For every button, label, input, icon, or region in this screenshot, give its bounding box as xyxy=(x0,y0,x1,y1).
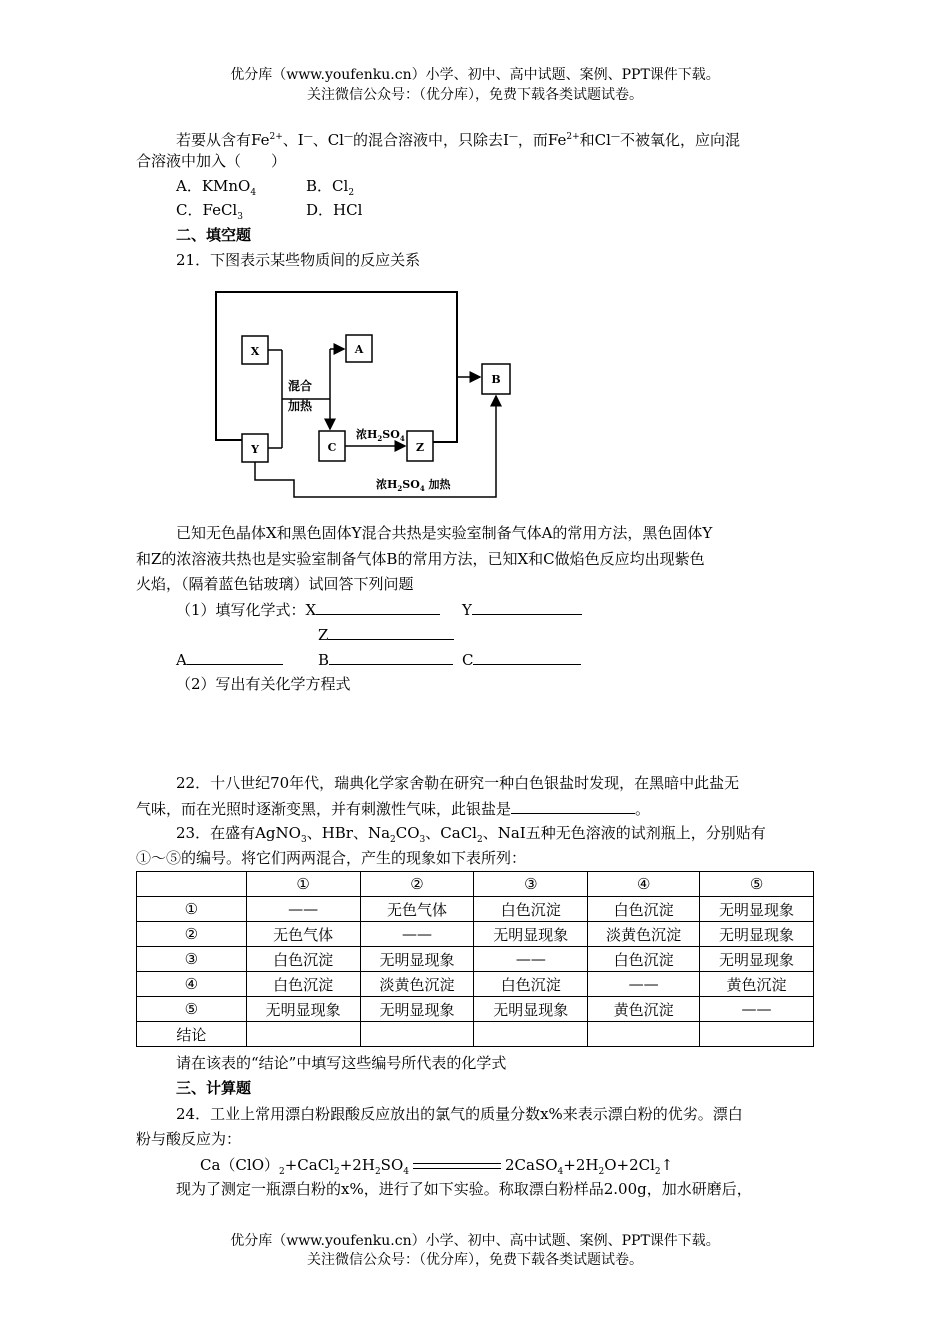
q20-option-d: D．HCl xyxy=(306,201,363,219)
table-cell: 黄色沉淀 xyxy=(588,997,700,1022)
table-cell: —— xyxy=(474,947,588,972)
table-cell: 白色沉淀 xyxy=(246,972,360,997)
header-line-2: 关注微信公众号：（优分库），免费下载各类试题试卷。 xyxy=(307,87,643,103)
q20-stem-line1: 若要从含有$Fe^{2+}$、I—、Cl—的混合溶液中，只除去I—，而$Fe^{2+}$和Cl—不被氧化，应向混 xyxy=(176,131,740,149)
table-cell: ① xyxy=(137,897,247,922)
q20-stem-line2: 合溶液中加入（ ） xyxy=(136,152,287,170)
table-cell: 无色气体 xyxy=(360,897,474,922)
table-cell: ③ xyxy=(137,947,247,972)
label-x: X xyxy=(250,345,260,358)
q21-blank-a: A xyxy=(176,648,283,671)
q21-part1: （1）填写化学式：X xyxy=(176,598,440,621)
table-cell: —— xyxy=(700,997,814,1022)
table-cell: 无明显现象 xyxy=(474,997,588,1022)
table-header-cell: ③ xyxy=(474,872,588,897)
table-cell: 无明显现象 xyxy=(700,947,814,972)
q21-text-line3: 火焰，（隔着蓝色钴玻璃）试回答下列问题 xyxy=(136,575,414,593)
q21-blank-b: B xyxy=(318,648,453,671)
label-z: Z xyxy=(415,441,425,454)
table-cell: 白色沉淀 xyxy=(246,947,360,972)
q21-blank-y: Y xyxy=(462,598,582,621)
table-cell xyxy=(360,1022,474,1047)
section-3-title: 三、计算题 xyxy=(176,1079,252,1097)
blank-silver-salt[interactable] xyxy=(511,797,635,814)
table-cell: —— xyxy=(360,922,474,947)
table-cell: 无明显现象 xyxy=(700,897,814,922)
q24-line1: 24．工业上常用漂白粉跟酸反应放出的氯气的质量分数x%来表示漂白粉的优劣。漂白 xyxy=(176,1105,743,1123)
q22-line2: 气味，而在光照时逐渐变黑，并有刺激性气味，此银盐是 。 xyxy=(136,797,650,820)
q21-blank-c: C xyxy=(462,648,581,671)
table-cell: 无明显现象 xyxy=(246,997,360,1022)
table-cell: 无明显现象 xyxy=(700,922,814,947)
table-header-cell: ④ xyxy=(588,872,700,897)
table-cell xyxy=(474,1022,588,1047)
table-cell: 淡黄色沉淀 xyxy=(588,922,700,947)
label-b: B xyxy=(491,373,501,386)
table-cell: ④ xyxy=(137,972,247,997)
q22-line1: 22．十八世纪70年代，瑞典化学家舍勒在研究一种白色银盐时发现，在黑暗中此盐无 xyxy=(176,774,740,792)
table-row xyxy=(137,922,814,947)
table-cell: 无明显现象 xyxy=(360,947,474,972)
blank-b[interactable] xyxy=(329,648,453,665)
reaction-diagram xyxy=(200,282,520,504)
q20-option-b: B．$Cl_2$ xyxy=(306,177,355,198)
equation-equals xyxy=(413,1163,501,1169)
q24-line3: 现为了测定一瓶漂白粉的x%，进行了如下实验。称取漂白粉样品2.00g，加水研磨后， xyxy=(176,1180,752,1198)
q21-blank-z: Z xyxy=(318,623,454,646)
table-row xyxy=(137,1022,814,1047)
table-cell: 白色沉淀 xyxy=(474,972,588,997)
q21-intro: 21．下图表示某些物质间的反应关系 xyxy=(176,251,421,269)
blank-z[interactable] xyxy=(328,623,454,640)
label-conc-h2so4: 浓$H_2SO_4$ xyxy=(356,428,405,443)
label-y: Y xyxy=(251,443,259,456)
table-row xyxy=(137,897,814,922)
table-cell: 无明显现象 xyxy=(360,997,474,1022)
table-header-cell: ① xyxy=(246,872,360,897)
table-header-row xyxy=(137,872,814,897)
section-2-title: 二、填空题 xyxy=(176,226,252,244)
table-cell: 结论 xyxy=(137,1022,247,1047)
label-conc-h2so4-heat: 浓$H_2SO_4$ 加热 xyxy=(376,478,451,493)
table-cell xyxy=(246,1022,360,1047)
label-c: C xyxy=(327,441,337,454)
table-cell xyxy=(700,1022,814,1047)
table-row xyxy=(137,972,814,997)
label-a: A xyxy=(354,343,364,356)
blank-x[interactable] xyxy=(316,598,440,615)
table-row xyxy=(137,997,814,1022)
q21-part2: （2）写出有关化学方程式 xyxy=(176,675,351,693)
table-header-cell: ② xyxy=(360,872,474,897)
q23-line2: ①～⑤的编号。将它们两两混合，产生的现象如下表所列： xyxy=(136,849,527,867)
q23-instruction: 请在该表的“结论”中填写这些编号所代表的化学式 xyxy=(176,1054,507,1072)
table-cell: 无明显现象 xyxy=(474,922,588,947)
footer-line-1: 优分库（www.youfenku.cn）小学、初中、高中试题、案例、PPT课件下载。 xyxy=(230,1233,720,1249)
table-cell: —— xyxy=(246,897,360,922)
table-header-cell xyxy=(137,872,247,897)
outer-frame-line xyxy=(216,292,457,442)
header-line-1: 优分库（www.youfenku.cn）小学、初中、高中试题、案例、PPT课件下载。 xyxy=(230,67,720,83)
q20-option-c: C．FeCl$_3$ xyxy=(176,201,243,222)
table-cell: ② xyxy=(137,922,247,947)
blank-a[interactable] xyxy=(187,648,283,665)
q21-text-line2: 和Z的浓溶液共热也是实验室制备气体B的常用方法，已知X和C做焰色反应均出现紫色 xyxy=(136,550,705,568)
q20-option-a: A．KMnO$_4$ xyxy=(176,177,257,198)
table-cell: 白色沉淀 xyxy=(474,897,588,922)
table-cell: 无色气体 xyxy=(246,922,360,947)
q24-equation: $Ca(ClO)_2+CaCl_2+2H_2SO_4$ $2CaSO_4+2H_2O+2Cl_2↑$ xyxy=(200,1156,674,1177)
table-cell xyxy=(588,1022,700,1047)
label-heat: 加热 xyxy=(288,399,313,413)
q21-text-line1: 已知无色晶体X和黑色固体Y混合共热是实验室制备气体A的常用方法，黑色固体Y xyxy=(176,524,713,542)
table-header-cell: ⑤ xyxy=(700,872,814,897)
table-cell: —— xyxy=(588,972,700,997)
table-cell: 白色沉淀 xyxy=(588,947,700,972)
table-cell: 白色沉淀 xyxy=(588,897,700,922)
q24-line2: 粉与酸反应为： xyxy=(136,1130,242,1148)
footer-line-2: 关注微信公众号：（优分库），免费下载各类试题试卷。 xyxy=(307,1252,643,1268)
table-cell: ⑤ xyxy=(137,997,247,1022)
table-cell: 淡黄色沉淀 xyxy=(360,972,474,997)
reaction-results-table xyxy=(136,871,814,1047)
table-row xyxy=(137,947,814,972)
label-mix: 混合 xyxy=(288,379,313,393)
blank-y[interactable] xyxy=(472,598,582,615)
blank-c[interactable] xyxy=(473,648,581,665)
q23-line1: 23．在盛有AgNO$_3$、HBr、$Na_2CO_3$、CaCl$_2$、NaI五种无色溶液的试剂瓶上，分别贴有 xyxy=(176,824,766,845)
table-cell: 黄色沉淀 xyxy=(700,972,814,997)
